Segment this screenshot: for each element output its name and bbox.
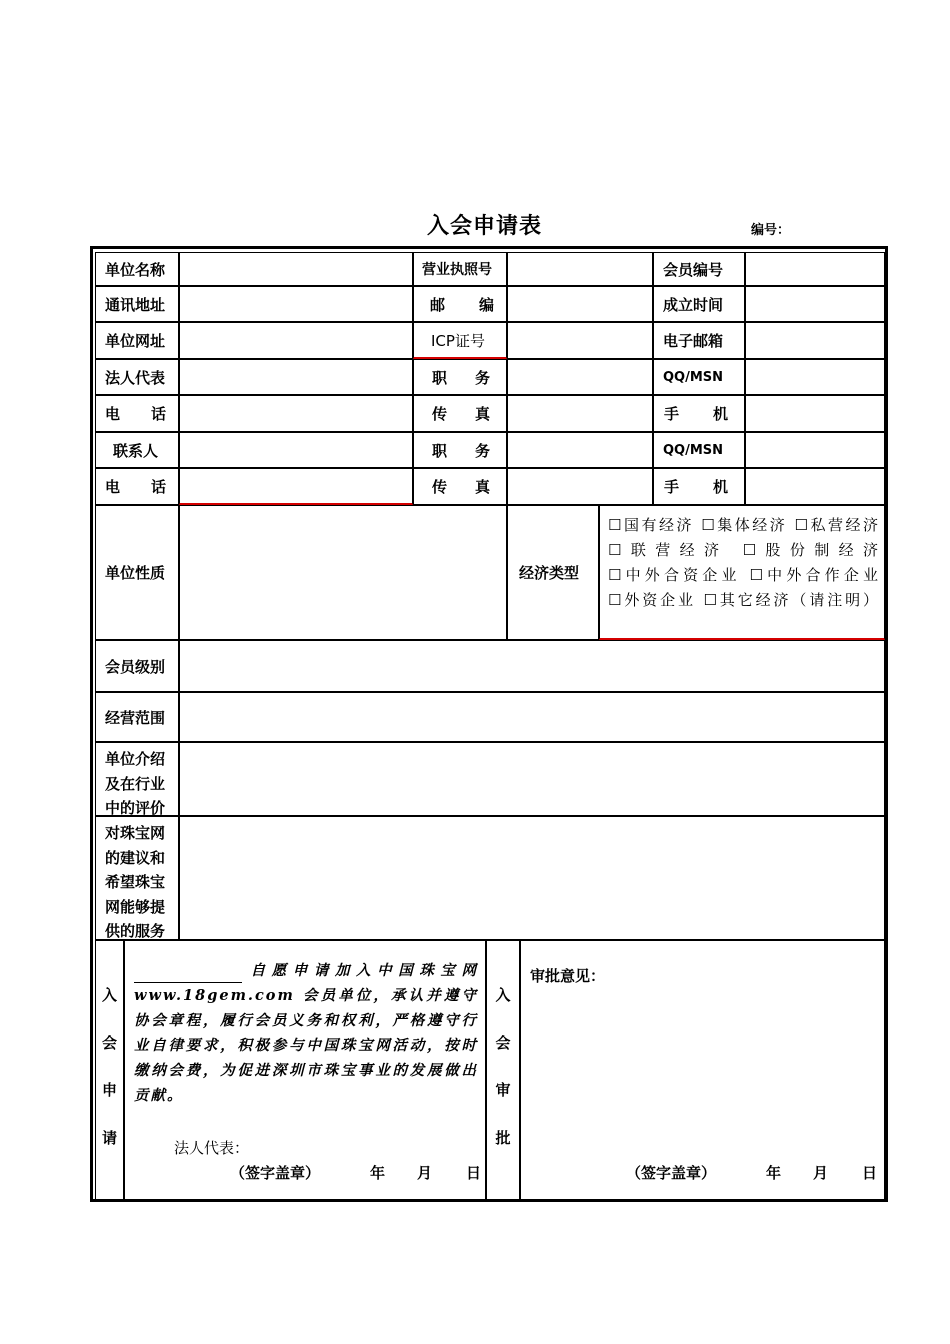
economic-type-options <box>599 505 885 640</box>
contact-person-field[interactable] <box>179 432 413 468</box>
option-sino-foreign-equity[interactable]: ☐中外合资企业 <box>608 566 741 584</box>
pledge-text: 自愿申请加入中国珠宝网 www.18gem.com 会员单位，承认并遵守协会章程，履行会员义务和权利，严格遵守行业自律要求，积极参与中国珠宝网活动，按时缴纳会费，为促进深圳市珠宝事业的发展做出贡献。 <box>134 962 478 1104</box>
option-collective[interactable]: ☐集体经济 <box>701 516 788 534</box>
contact-fax-label: 传 真 <box>413 468 507 505</box>
contact-person-label: 联系人 <box>95 432 179 468</box>
contact-position-label: 职 务 <box>413 432 507 468</box>
unit-name-field[interactable] <box>179 252 413 286</box>
option-other[interactable]: ☐其它经济（请注明） <box>703 591 878 609</box>
legal-rep-signature-label: 法人代表： <box>174 1139 250 1157</box>
legal-rep-position-label: 职 务 <box>413 359 507 395</box>
legal-rep-qq-label: QQ/MSN <box>653 359 745 395</box>
email-label: 电子邮箱 <box>653 322 745 359</box>
application-statement <box>124 940 486 1202</box>
member-level-label: 会员级别 <box>95 640 179 692</box>
member-number-label: 会员编号 <box>653 252 745 286</box>
contact-phone-field[interactable] <box>179 468 413 505</box>
founded-time-label: 成立时间 <box>653 286 745 322</box>
option-state-owned[interactable]: ☐国有经济 <box>608 516 694 534</box>
business-license-label: 营业执照号 <box>413 252 507 286</box>
serial-number-label: 编号： <box>751 223 791 238</box>
apply-side-label: 入 会 申 请 <box>95 940 124 1202</box>
legal-rep-phone-label: 电 话 <box>95 395 179 432</box>
legal-rep-fax-field[interactable] <box>507 395 653 432</box>
suggestions-label: 对珠宝网的建议和希望珠宝网能够提供的服务 <box>95 816 179 940</box>
applicant-name-blank[interactable] <box>134 982 242 983</box>
website-label: 单位网址 <box>95 322 179 359</box>
postcode-label: 邮 编 <box>413 286 507 322</box>
contact-qq-label: QQ/MSN <box>653 432 745 468</box>
option-foreign-owned[interactable]: ☐外资企业 <box>608 591 696 609</box>
business-scope-label: 经营范围 <box>95 692 179 742</box>
founded-time-field[interactable] <box>745 286 885 322</box>
legal-rep-position-field[interactable] <box>507 359 653 395</box>
contact-phone-label: 电 话 <box>95 468 179 505</box>
option-private[interactable]: ☐私营经济 <box>794 516 878 534</box>
option-joint-stock[interactable]: ☐股份制经济 <box>742 541 879 559</box>
approve-signature-line: （签字盖章） 年 月 日 <box>626 1164 878 1182</box>
contact-fax-field[interactable] <box>507 468 653 505</box>
suggestions-field[interactable] <box>179 816 885 940</box>
unit-nature-field[interactable] <box>179 505 507 640</box>
email-field[interactable] <box>745 322 885 359</box>
contact-mobile-label: 手 机 <box>653 468 745 505</box>
legal-rep-mobile-label: 手 机 <box>653 395 745 432</box>
legal-rep-label: 法人代表 <box>95 359 179 395</box>
option-sino-foreign-cooperative[interactable]: ☐中外合作企业 <box>749 566 878 584</box>
legal-rep-mobile-field[interactable] <box>745 395 885 432</box>
contact-qq-field[interactable] <box>745 432 885 468</box>
unit-name-label: 单位名称 <box>95 252 179 286</box>
legal-rep-fax-label: 传 真 <box>413 395 507 432</box>
approval-opinion-field[interactable] <box>520 940 885 1202</box>
legal-rep-field[interactable] <box>179 359 413 395</box>
business-scope-field[interactable] <box>179 692 885 742</box>
form-title: 入会申请表 <box>427 214 543 239</box>
economic-type-label: 经济类型 <box>507 505 599 640</box>
member-level-field[interactable] <box>179 640 885 692</box>
approval-opinion-label: 审批意见： <box>530 967 606 985</box>
legal-rep-qq-field[interactable] <box>745 359 885 395</box>
apply-signature-line: （签字盖章） 年 月 日 <box>230 1164 482 1182</box>
icp-number-label: ICP证号 <box>413 322 507 359</box>
unit-intro-label: 单位介绍及在行业中的评价 <box>95 742 179 816</box>
postcode-field[interactable] <box>507 286 653 322</box>
mailing-address-field[interactable] <box>179 286 413 322</box>
option-joint-operation[interactable]: ☐联营经济 <box>608 541 729 559</box>
contact-mobile-field[interactable] <box>745 468 885 505</box>
unit-nature-label: 单位性质 <box>95 505 179 640</box>
icp-number-field[interactable] <box>507 322 653 359</box>
website-field[interactable] <box>179 322 413 359</box>
business-license-field[interactable] <box>507 252 653 286</box>
mailing-address-label: 通讯地址 <box>95 286 179 322</box>
member-number-field[interactable] <box>745 252 885 286</box>
application-form <box>90 246 888 1202</box>
approve-side-label: 入 会 审 批 <box>486 940 520 1202</box>
contact-position-field[interactable] <box>507 432 653 468</box>
legal-rep-phone-field[interactable] <box>179 395 413 432</box>
unit-intro-field[interactable] <box>179 742 885 816</box>
